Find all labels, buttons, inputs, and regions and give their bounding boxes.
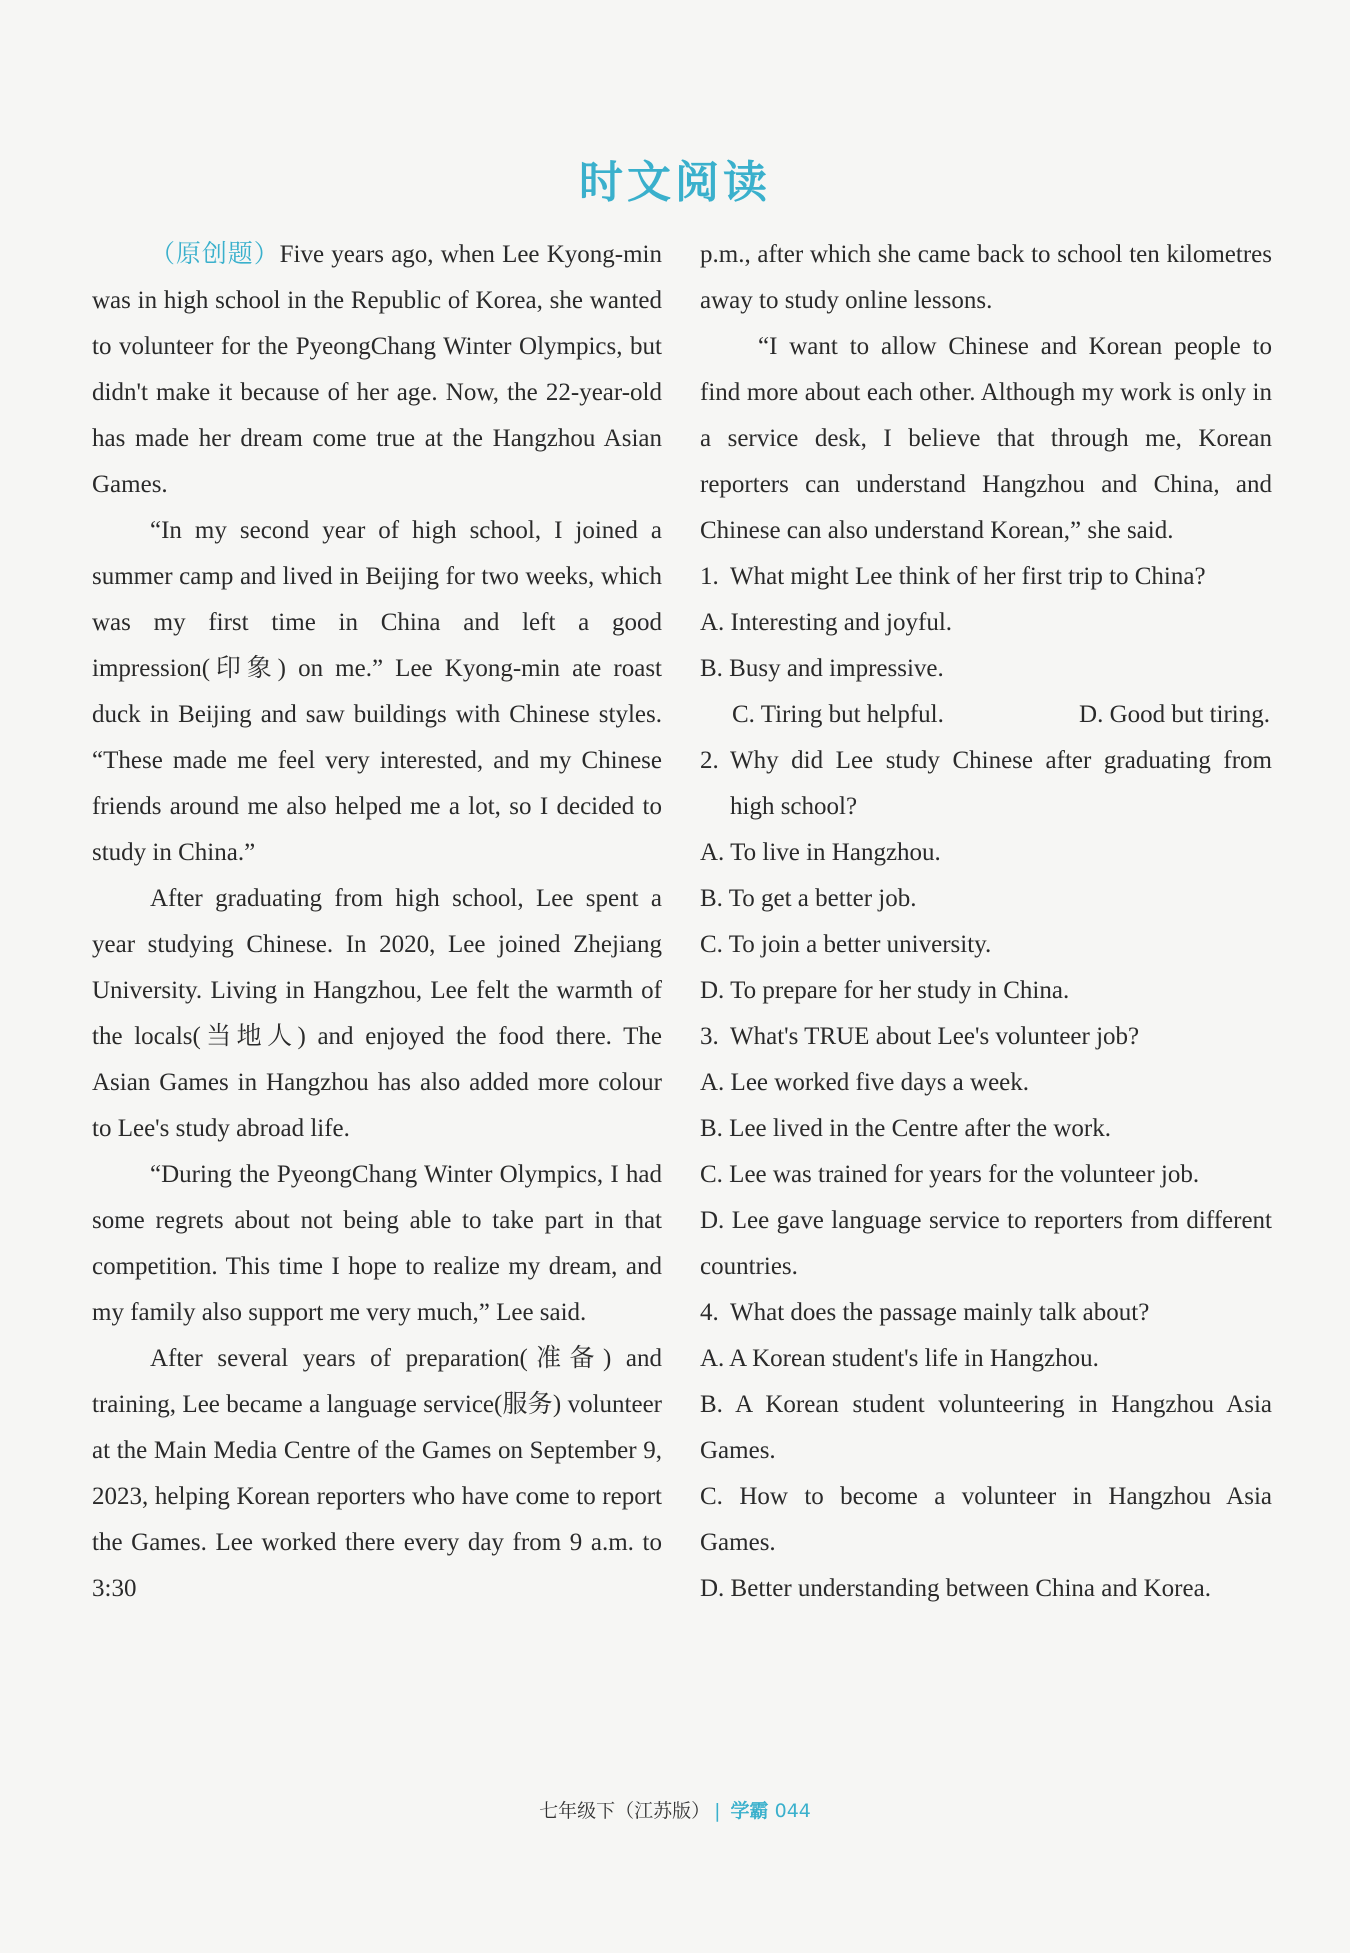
page-footer: [0, 1796, 1350, 1823]
option-c: C. Tiring but helpful.: [732, 701, 944, 728]
question-1: [700, 554, 1272, 738]
option-d: D. Better understanding between China and Korea.: [700, 1575, 1211, 1602]
option-a: A. Lee worked five days a week.: [700, 1069, 1030, 1096]
option-c: C. To join a better university.: [700, 931, 992, 958]
paragraph-1: [92, 232, 662, 508]
paragraph-5: After several years of preparation(准备) and training, Lee became a language service(服务) volunteer at the Main Media Centre of the Games on September 9, 2023, helping Korean reporters who have come to report the Games. Lee worked there every day from 9 a.m. to 3:30: [92, 1345, 662, 1602]
option-b: B. Lee lived in the Centre after the work.: [700, 1115, 1111, 1142]
question-number: 4.: [700, 1299, 719, 1326]
question-number: 2.: [700, 747, 719, 774]
paragraph-2: “In my second year of high school, I joined a summer camp and lived in Beijing for two weeks, which was my first time in China and left a good impression(印象) on me.” Lee Kyong-min ate roast duck in Beijing and saw buildings with Chinese styles. “These made me feel very interested, and my Chinese friends around me also helped me a lot, so I decided to study in China.”: [92, 517, 662, 866]
passage-column-left: [92, 232, 662, 1612]
question-text: Why did Lee study Chinese after graduating from high school?: [730, 747, 1272, 820]
question-number: 3.: [700, 1023, 719, 1050]
option-a: A. A Korean student's life in Hangzhou.: [700, 1345, 1099, 1372]
footer-brand: 学霸: [730, 1800, 769, 1822]
option-b: B. To get a better job.: [700, 885, 917, 912]
question-text: What does the passage mainly talk about?: [730, 1299, 1150, 1326]
paragraph-4: “During the PyeongChang Winter Olympics, I had some regrets about not being able to take part in that competition. This time I hope to realize my dream, and my family also support me very much,” Lee said.: [92, 1161, 662, 1326]
question-2: [700, 738, 1272, 1014]
option-b: B. A Korean student volunteering in Hangzhou Asia Games.: [700, 1391, 1272, 1464]
question-4: [700, 1290, 1272, 1612]
footer-grade: 七年级下（江苏版）: [539, 1800, 711, 1822]
paragraph-5-continued: p.m., after which she came back to school ten kilometres away to study online lessons.: [700, 241, 1272, 314]
page-title: 时文阅读: [579, 157, 771, 208]
source-tag: （原创题）: [150, 241, 280, 268]
paragraph-6: “I want to allow Chinese and Korean people to find more about each other. Although my work is only in a service desk, I believe that through me, Korean reporters can understand Hangzhou and China, and Chinese can also understand Korean,” she said.: [700, 333, 1272, 544]
question-3: [700, 1014, 1272, 1290]
option-a: A. Interesting and joyful.: [700, 609, 953, 636]
option-d: D. Good but tiring.: [1079, 701, 1270, 728]
option-b: B. Busy and impressive.: [700, 655, 944, 682]
option-c: C. How to become a volunteer in Hangzhou Asia Games.: [700, 1483, 1272, 1556]
option-c: C. Lee was trained for years for the volunteer job.: [700, 1161, 1200, 1188]
paragraph-1-text: Five years ago, when Lee Kyong-min was in high school in the Republic of Korea, she wanted to volunteer for the PyeongChang Winter Olympics, but didn't make it because of her age. Now, the 22-year-old has made her dream come true at the Hangzhou Asian Games.: [92, 241, 662, 498]
passage-column-right: [700, 232, 1272, 1612]
footer-divider: |: [714, 1800, 721, 1822]
paragraph-3: After graduating from high school, Lee spent a year studying Chinese. In 2020, Lee joined Zhejiang University. Living in Hangzhou, Lee felt the warmth of the locals(当地人) and enjoyed the food there. The Asian Games in Hangzhou has also added more colour to Lee's study abroad life.: [92, 885, 662, 1142]
page-number: 044: [774, 1800, 811, 1822]
option-a: A. To live in Hangzhou.: [700, 839, 941, 866]
question-number: 1.: [700, 563, 719, 590]
question-text: What's TRUE about Lee's volunteer job?: [730, 1023, 1140, 1050]
option-d: D. To prepare for her study in China.: [700, 977, 1070, 1004]
question-text: What might Lee think of her first trip to China?: [730, 563, 1206, 590]
option-d: D. Lee gave language service to reporters from different countries.: [700, 1207, 1272, 1280]
